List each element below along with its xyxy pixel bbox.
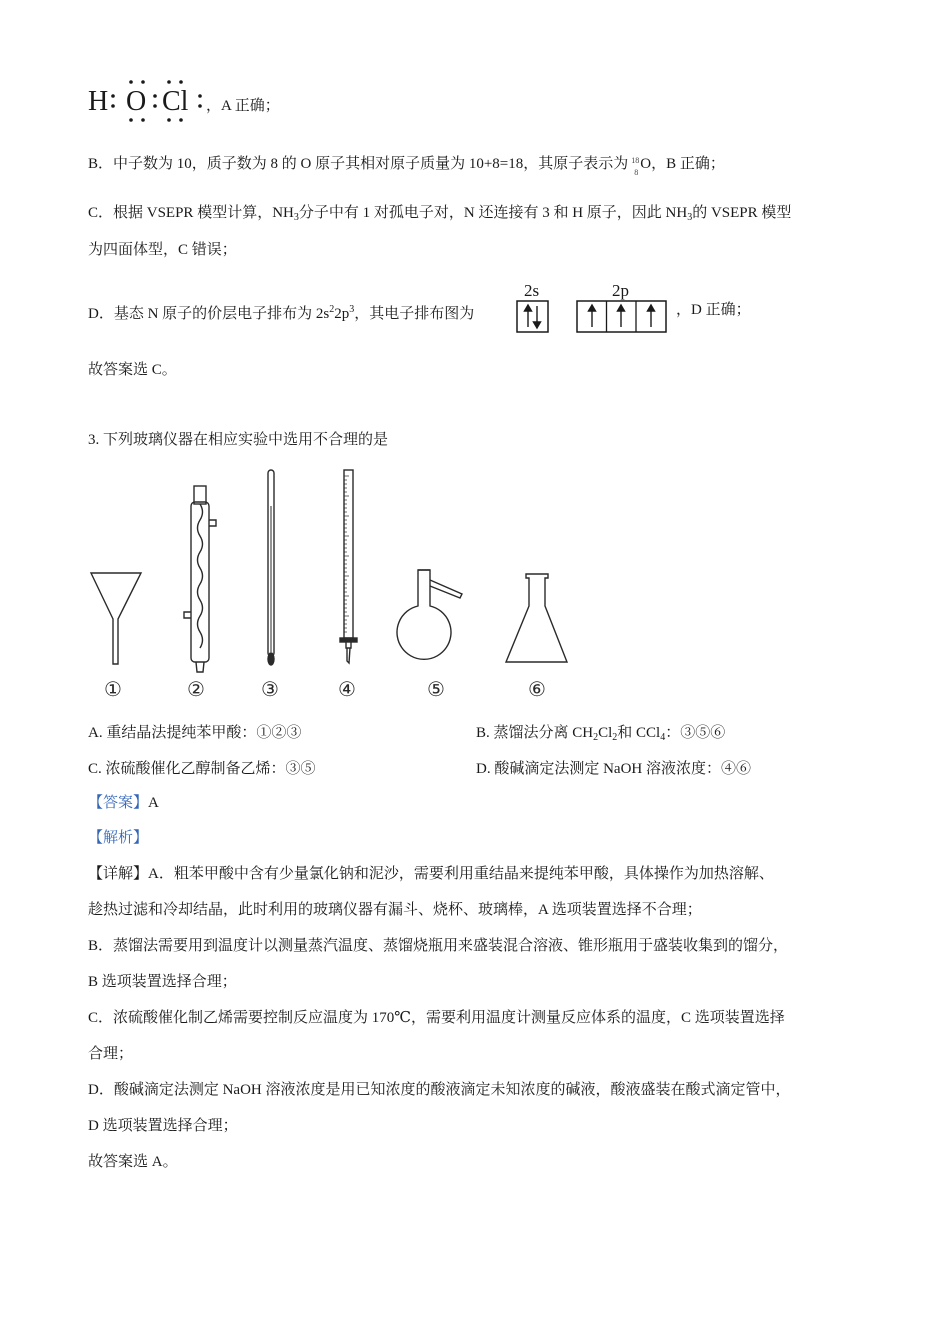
condenser-icon (184, 486, 216, 672)
detail-line-6: 合理； (88, 1046, 134, 1062)
question-stem: 3. 下列玻璃仪器在相应实验中选用不合理的是 (88, 432, 389, 448)
lewis-atom-o: O (126, 86, 147, 117)
prev-option-d: D．基态 N 原子的价层电子排布为 $2s^22p^3$，其电子排布图为 (88, 304, 475, 322)
orbital-label-2p: 2p (612, 281, 629, 300)
apparatus-label-1: ① (104, 677, 122, 701)
conical-flask-icon (506, 574, 567, 662)
distilling-flask-icon (397, 570, 462, 659)
lewis-atom-h: H (88, 86, 109, 117)
detail-line-1: 【详解】A．粗苯甲酸中含有少量氯化钠和泥沙，需要利用重结晶来提纯苯甲酸，具体操作为加热溶解、 (88, 866, 774, 882)
prev-option-d-tail: ，D 正确； (676, 302, 751, 318)
prev-conclusion: 故答案选 C。 (88, 362, 177, 378)
lewis-atom-cl: Cl (162, 86, 189, 117)
burette-icon (340, 470, 357, 663)
option-b: B. 蒸馏法分离 $CH_2Cl_2$和 CCl$_4$：③⑤⑥ (476, 725, 726, 743)
option-d: D. 酸碱滴定法测定 NaOH 溶液浓度：④⑥ (476, 761, 751, 777)
option-c: C. 浓硫酸催化乙醇制备乙烯：③⑤ (88, 761, 316, 777)
prev-option-b: B．中子数为 10，质子数为 8 的 O 原子其相对原子质量为 10+8=18，其原子表示为 18 8 O，B 正确； (88, 156, 725, 177)
option-a: A. 重结晶法提纯苯甲酸：①②③ (88, 725, 302, 741)
answer-value: A (148, 795, 159, 811)
answer-tag: 【答案】 (88, 795, 149, 811)
orbital-diagram (514, 280, 670, 336)
answer-line (88, 793, 159, 813)
apparatus-label-5: ⑤ (427, 677, 445, 701)
apparatus-label-3: ③ (261, 677, 279, 701)
detail-line-7: D．酸碱滴定法测定 NaOH 溶液浓度是用已知浓度的酸液滴定未知浓度的碱液，酸液盛装在酸式滴定管中， (88, 1082, 791, 1098)
detail-line-2: 趁热过滤和冷却结晶，此时利用的玻璃仪器有漏斗、烧杯、玻璃棒，A 选项装置选择不合理； (88, 902, 702, 918)
prev-option-c-line2: 为四面体型，C 错误； (88, 242, 237, 258)
prev-option-c-line1: C．根据 VSEPR 模型计算，$NH_3$分子中有 1 对孤电子对，N 还连接有 3 和 H 原子，因此 $NH_3$的 VSEPR 模型 (88, 205, 792, 223)
detail-line-5: C．浓硫酸催化制乙烯需要控制反应温度为 170℃，需要利用温度计测量反应体系的温度，C 选项装置选择 (88, 1010, 785, 1026)
glassware-figure (88, 466, 588, 706)
funnel-icon (91, 573, 141, 664)
orbital-label-2s: 2s (524, 281, 540, 300)
apparatus-label-6: ⑥ (528, 677, 546, 701)
apparatus-label-4: ④ (338, 677, 356, 701)
apparatus-label-2: ② (187, 677, 205, 701)
lewis-conclusion: ，A 正确； (206, 98, 280, 114)
detail-line-3: B．蒸馏法需要用到温度计以测量蒸汽温度、蒸馏烧瓶用来盛装混合溶液、锥形瓶用于盛装收集到的馏分， (88, 938, 789, 954)
oxygen-isotope-notation: 18 8 (631, 156, 640, 177)
hocl-lewis-structure (86, 76, 211, 126)
detail-line-4: B 选项装置选择合理； (88, 974, 237, 990)
detail-line-9: 故答案选 A。 (88, 1154, 178, 1170)
analysis-tag: 【解析】 (88, 830, 149, 846)
detail-line-8: D 选项装置选择合理； (88, 1118, 238, 1134)
thermometer-icon (268, 470, 274, 665)
